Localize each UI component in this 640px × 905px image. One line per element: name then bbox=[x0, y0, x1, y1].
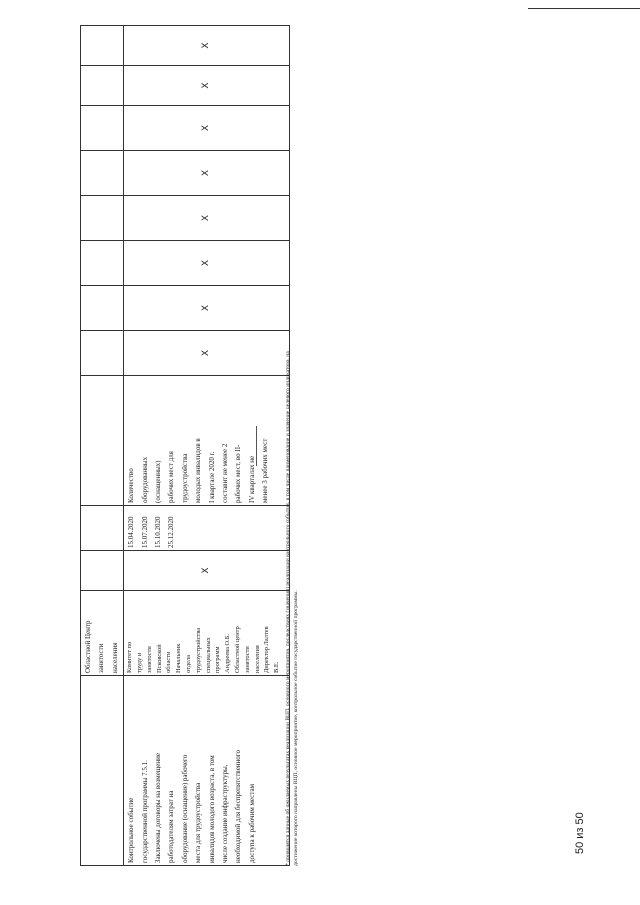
header-cell bbox=[81, 286, 124, 331]
responsible-line: отдела bbox=[185, 655, 192, 673]
org-header-cell bbox=[81, 591, 124, 676]
event-line: места для трудоустройства bbox=[194, 782, 203, 863]
responsible-line: занятости bbox=[243, 646, 251, 673]
responsible-line: Областной центр bbox=[233, 626, 241, 673]
result-line: Количество bbox=[127, 468, 136, 503]
x-mark: X bbox=[124, 286, 290, 331]
x-mark: X bbox=[124, 331, 290, 376]
x-mark: X bbox=[124, 26, 290, 66]
result-line: рабочих мест, во II- bbox=[234, 444, 243, 503]
header-cell bbox=[81, 376, 124, 506]
footnote-line: * приводятся данные об ожидаемых результатах реализации ВЦП, основного мероприятия, последствиях (значении) реализации контрольного события, в том числе наименование и значение целевого индикатора, на bbox=[285, 351, 291, 866]
event-line: инвалидов молодого возраста, в том bbox=[207, 755, 216, 863]
x-mark: X bbox=[124, 151, 290, 196]
responsible-line: Андреева О.Б. bbox=[224, 633, 232, 673]
event-line: доступа к рабочим местам bbox=[247, 784, 256, 863]
program-table bbox=[80, 25, 290, 866]
result-cell bbox=[124, 376, 290, 506]
control-event-cell bbox=[124, 676, 290, 866]
x-mark: X bbox=[124, 106, 290, 151]
date-line: 25.12.2020 bbox=[167, 516, 176, 548]
header-cell bbox=[81, 26, 124, 66]
event-line: Контрольное событие bbox=[127, 797, 136, 863]
top-rule bbox=[528, 8, 640, 9]
responsible-line: занятости bbox=[145, 646, 153, 673]
responsible-line: Начальник bbox=[175, 643, 183, 673]
result-line: молодых инвалидов в bbox=[194, 438, 203, 503]
responsible-line: программ bbox=[214, 646, 222, 673]
rotated-page-content bbox=[70, 42, 310, 866]
responsible-line: специальных bbox=[204, 637, 212, 673]
header-cell bbox=[81, 551, 124, 591]
result-line: составит не менее 2 bbox=[221, 443, 230, 503]
result-line: (оснащенных) bbox=[154, 460, 163, 503]
result-line: I квартале 2020 г. bbox=[207, 451, 216, 503]
responsible-cell bbox=[124, 591, 290, 676]
event-line: необходимой для беспрепятственного bbox=[234, 750, 243, 863]
responsible-line: трудоустройства bbox=[194, 627, 202, 673]
x-mark: X bbox=[124, 196, 290, 241]
event-line: работодателям затрат на bbox=[167, 790, 176, 863]
page-number-text: 50 из 50 bbox=[574, 812, 586, 854]
header-empty-cell bbox=[81, 676, 124, 866]
responsible-line: Псковской bbox=[155, 644, 163, 673]
event-line: числе создание инфраструктуры, bbox=[221, 764, 230, 863]
header-cell bbox=[81, 506, 124, 551]
date-line: 15.10.2020 bbox=[154, 516, 163, 548]
result-line: рабочих мест для bbox=[167, 451, 176, 503]
footnote-line: достижение которого направлены ВЦП, основное мероприятие, контрольное событие государственной программы. bbox=[293, 590, 299, 866]
dates-cell bbox=[124, 506, 290, 551]
responsible-line: труду и bbox=[136, 652, 144, 673]
x-mark: X bbox=[124, 241, 290, 286]
header-cell bbox=[81, 331, 124, 376]
org-line: занятости bbox=[97, 643, 106, 673]
short-rule bbox=[256, 426, 257, 466]
header-cell bbox=[81, 196, 124, 241]
header-cell bbox=[81, 241, 124, 286]
page-number bbox=[574, 812, 604, 900]
event-line: оборудование (оснащение) рабочего bbox=[180, 754, 189, 863]
result-line: оборудованных bbox=[140, 456, 149, 503]
responsible-line: Директор Лалтев bbox=[263, 626, 271, 673]
header-cell bbox=[81, 151, 124, 196]
responsible-line: Комитет по bbox=[126, 641, 134, 673]
header-cell bbox=[81, 106, 124, 151]
result-line: менее 3 рабочих мест bbox=[261, 438, 270, 503]
responsible-line: области bbox=[165, 651, 173, 673]
org-line: Областной Центр bbox=[84, 620, 92, 673]
responsible-line: населения bbox=[253, 645, 261, 673]
org-line: населения bbox=[110, 642, 119, 673]
responsible-line: В.Е. bbox=[273, 661, 281, 673]
footnote bbox=[284, 46, 300, 866]
x-mark: X bbox=[124, 551, 290, 591]
result-line: трудоустройства bbox=[180, 453, 189, 503]
event-line: Заключены договоры на возмещение bbox=[154, 753, 163, 863]
date-line: 15.07.2020 bbox=[140, 516, 149, 548]
header-cell bbox=[81, 66, 124, 106]
result-line: IV кварталах не bbox=[247, 455, 256, 503]
date-line: 15.04.2020 bbox=[127, 516, 136, 548]
event-line: государственной программы 7.5.1. bbox=[140, 760, 149, 863]
x-mark: X bbox=[124, 66, 290, 106]
